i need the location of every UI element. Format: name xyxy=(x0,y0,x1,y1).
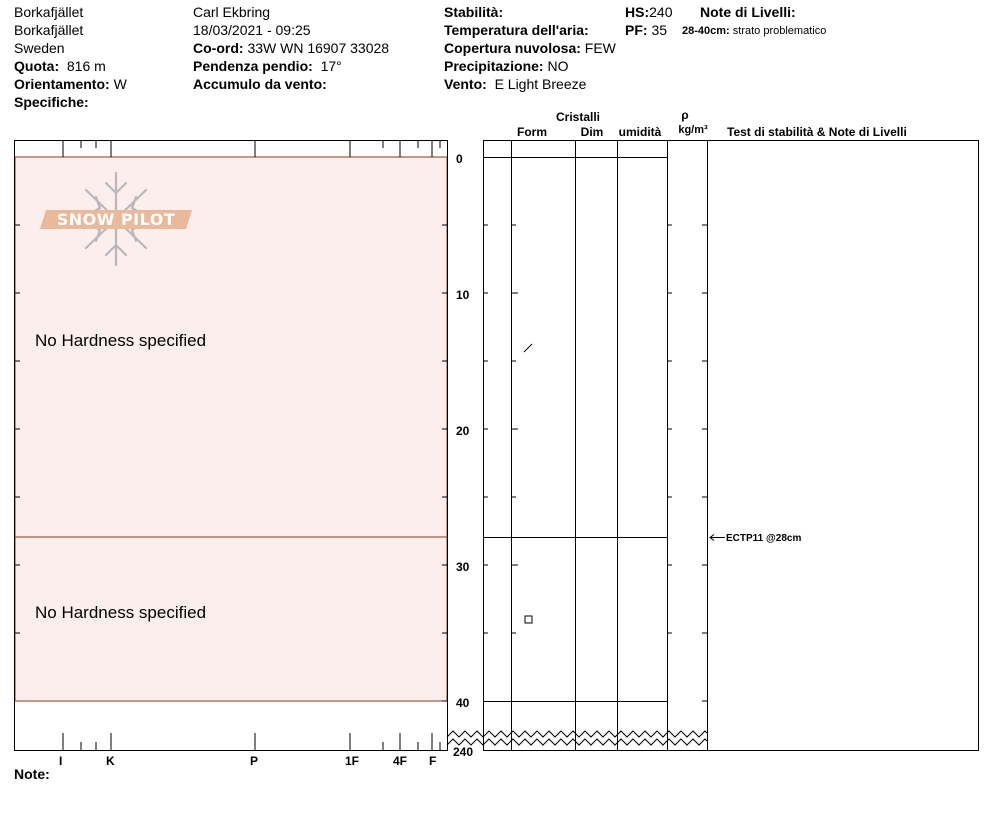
hardness-label-p: P xyxy=(250,754,259,768)
hardness-label-f: F xyxy=(429,754,437,768)
moisture-header: umidità xyxy=(618,125,662,139)
layer-hardness-label-2: No Hardness specified xyxy=(35,603,207,622)
snowpilot-logo-text: SNOW PILOT xyxy=(56,210,176,229)
footer-note-label: Note: xyxy=(14,766,50,782)
hardness-label-i: I xyxy=(59,754,63,768)
hardness-label-1f: 1F xyxy=(345,754,360,768)
location-region: Borkafjället xyxy=(14,22,84,38)
stability-test-label: ECTP11 @28cm xyxy=(726,533,802,544)
density-unit: kg/m³ xyxy=(678,124,708,136)
precipitation-row: Precipitazione: NO xyxy=(444,58,569,74)
layer-hardness-label-1: No Hardness specified xyxy=(35,331,207,350)
observer-name: Carl Ekbring xyxy=(193,4,271,20)
bottom-hardness-ticks xyxy=(63,733,440,750)
elevation-row: Quota: 816 m xyxy=(14,58,106,74)
depth-label-total: 240 xyxy=(453,745,474,759)
specifics-label: Specifiche: xyxy=(14,94,89,110)
hardness-label-k: K xyxy=(106,754,115,768)
aspect-row: Orientamento: W xyxy=(14,76,127,92)
air-temp-label: Temperatura dell'aria: xyxy=(444,22,589,38)
layer-note: 28-40cm: strato problematico xyxy=(682,25,827,37)
grain-form-symbol-2 xyxy=(525,616,532,623)
depth-label-10: 10 xyxy=(456,288,470,302)
density-symbol: ρ xyxy=(681,108,689,122)
depth-label-30: 30 xyxy=(456,560,470,574)
cloud-cover-row: Copertura nuvolosa: FEW xyxy=(444,40,616,56)
depth-label-20: 20 xyxy=(456,424,470,438)
stability-label: Stabilità: xyxy=(444,4,504,20)
wind-loading-label: Accumulo da vento: xyxy=(193,76,327,92)
snow-height-row: HS:240 xyxy=(625,4,673,20)
slope-row: Pendenza pendio: 17° xyxy=(193,58,342,74)
grain-form-symbol-1 xyxy=(524,344,532,352)
location-name: Borkafjället xyxy=(14,4,84,20)
wind-row: Vento: E Light Breeze xyxy=(444,76,587,92)
depth-label-40: 40 xyxy=(456,696,470,710)
grid-frame xyxy=(484,141,979,751)
top-hardness-ticks xyxy=(63,140,440,157)
location-country: Sweden xyxy=(14,40,65,56)
stability-notes-header: Test di stabilità & Note di Livelli xyxy=(727,125,907,139)
penetration-row: PF: 35 xyxy=(625,22,668,38)
crystals-header: Cristalli xyxy=(555,110,600,124)
layer-notes-label: Note di Livelli: xyxy=(700,4,796,20)
depth-label-0: 0 xyxy=(456,152,463,166)
coordinates-row: Co-ord: 33W WN 16907 33028 xyxy=(193,40,390,56)
form-header: Form xyxy=(517,125,547,139)
observation-datetime: 18/03/2021 - 09:25 xyxy=(193,22,311,38)
dim-header: Dim xyxy=(580,125,604,139)
hardness-label-4f: 4F xyxy=(393,754,408,768)
